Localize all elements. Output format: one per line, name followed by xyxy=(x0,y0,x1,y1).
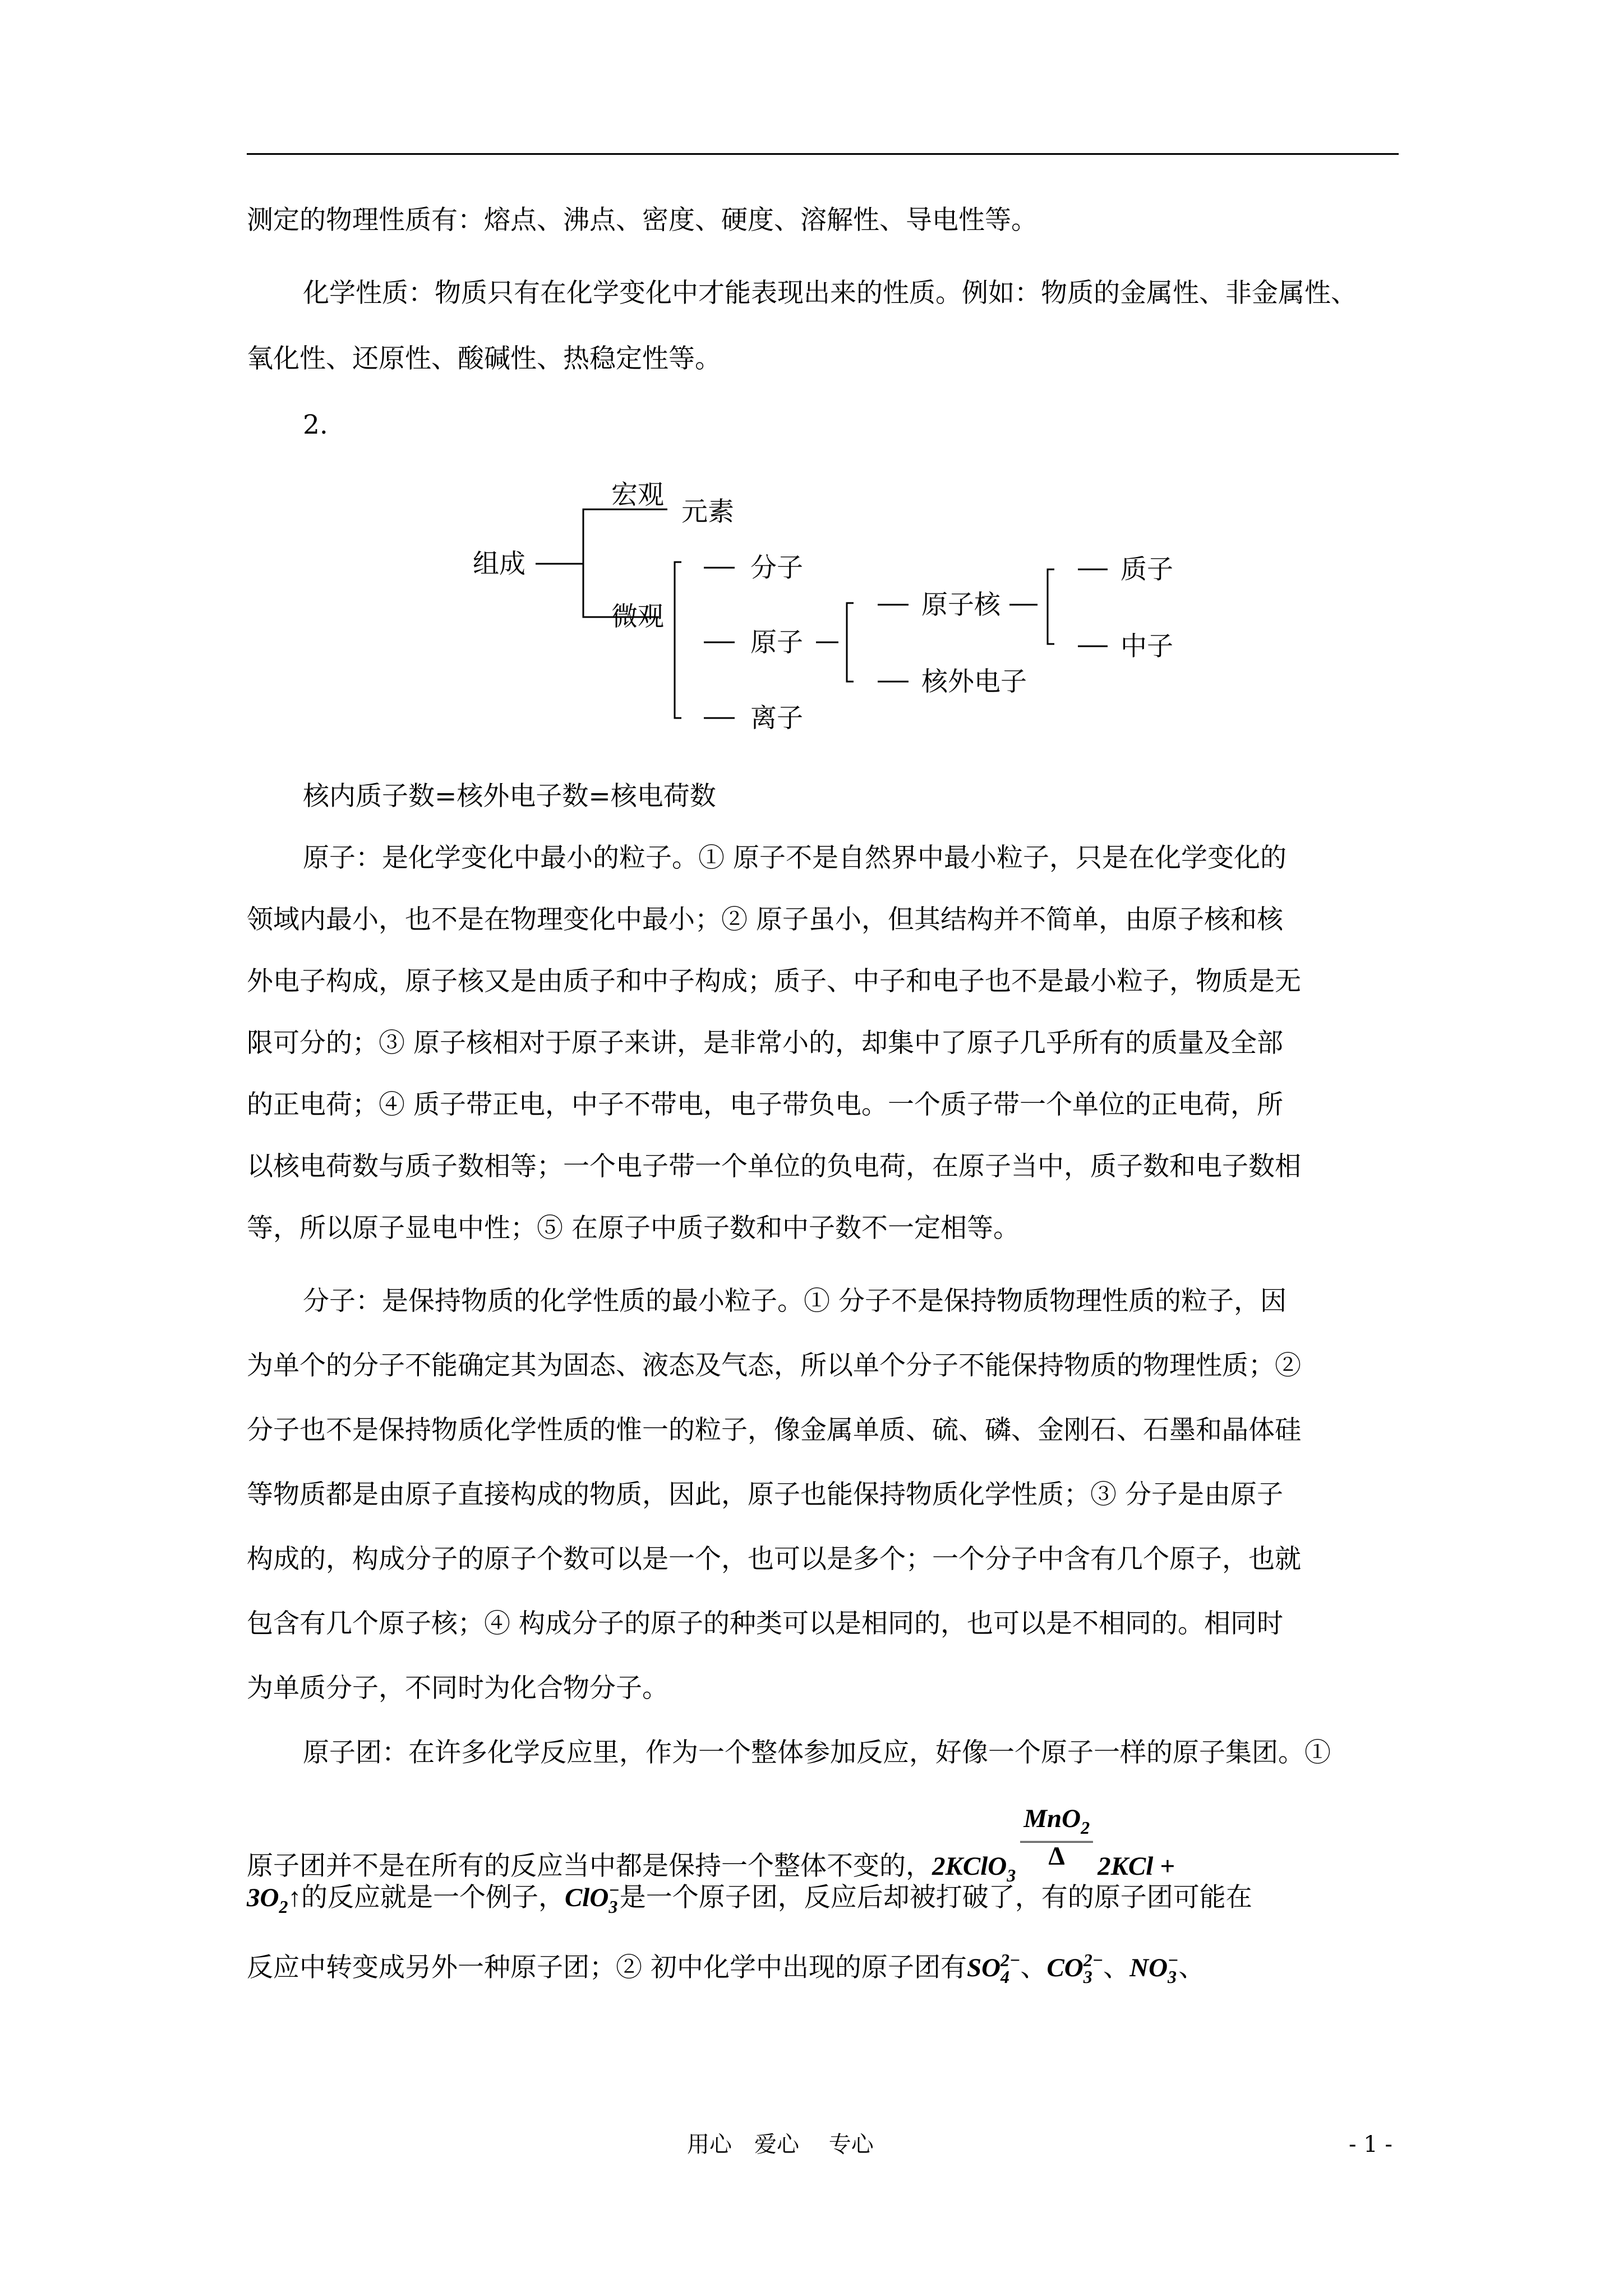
equation-subscript: 3 xyxy=(1007,1865,1016,1885)
equation-product: 2KCl xyxy=(1098,1852,1154,1881)
paragraph-line: 外电子构成，原子核又是由质子和中子构成；质子、中子和电子也不是最小粒子，物质是无 xyxy=(247,966,1301,997)
bracket-atom xyxy=(847,603,854,682)
paragraph-line: 分子：是保持物质的化学性质的最小粒子。① 分子不是保持物质物理性质的粒子，因 xyxy=(303,1286,1287,1317)
paragraph-line: 等，所以原子显电中性；⑤ 在原子中质子数和中子数不一定相等。 xyxy=(247,1213,1020,1244)
paragraph-line: 的正电荷；④ 质子带正电，中子不带电，电子带负电。一个质子带一个单位的正电荷，所 xyxy=(247,1089,1283,1120)
diagram-node-nucleus: 原子核 xyxy=(921,590,1000,620)
carbonate-ion: CO 2− 3 xyxy=(1046,1950,1104,1987)
paragraph-line: 领域内最小，也不是在物理变化中最小；② 原子虽小，但其结构并不简单，由原子核和核 xyxy=(247,904,1283,935)
diagram-node-proton: 质子 xyxy=(1121,554,1173,585)
paragraph-line: 限可分的；③ 原子核相对于原子来讲，是非常小的，却集中了原子几乎所有的质量及全部 xyxy=(247,1028,1283,1059)
equation-reactant: KClO xyxy=(945,1852,1007,1881)
paragraph-text: 原子团并不是在所有的反应当中都是保持一个整体不变的， xyxy=(247,1851,932,1881)
paragraph-line: 等物质都是由原子直接构成的物质，因此，原子也能保持物质化学性质；③ 分子是由原子 xyxy=(247,1479,1283,1510)
diagram-node-molecule: 分子 xyxy=(750,553,803,583)
chemical-equation xyxy=(932,1804,1175,1885)
paragraph-line: 核内质子数=核外电子数=核电荷数 xyxy=(303,781,716,812)
paragraph-line: 测定的物理性质有：熔点、沸点、密度、硬度、溶解性、导电性等。 xyxy=(247,205,1038,236)
header-rule xyxy=(247,153,1399,155)
chlorate-ion: ClO − 3 xyxy=(564,1880,620,1917)
paragraph-line: 为单质分子，不同时为化合物分子。 xyxy=(247,1673,668,1704)
paragraph-line-with-equation xyxy=(247,1805,1175,1892)
paragraph-text: 的反应就是一个例子， xyxy=(301,1882,565,1913)
diagram-node-electron: 核外电子 xyxy=(921,666,1027,697)
paragraph-line: 为单个的分子不能确定其为固态、液态及气态，所以单个分子不能保持物质的物理性质；② xyxy=(247,1350,1301,1381)
paragraph-line: 氧化性、还原性、酸碱性、热稳定性等。 xyxy=(247,343,721,374)
diagram-node-ion: 离子 xyxy=(750,703,803,734)
catalyst-label: MnO$_2$ xyxy=(1020,1805,1093,1843)
heat-symbol: Δ xyxy=(1048,1842,1065,1871)
bracket-particles xyxy=(675,562,681,718)
bracket-macro-micro xyxy=(583,509,592,617)
paragraph-line: 原子：是化学变化中最小的粒子。① 原子不是自然界中最小粒子，只是在化学变化的 xyxy=(303,843,1287,873)
page-number: - 1 - xyxy=(1349,2132,1393,2157)
paragraph-line-with-formula: 反应中转变成另外一种原子团；② 初中化学中出现的原子团有SO 2− 4 、CO 2− 3 、NO − 3 、 xyxy=(247,1950,1205,1987)
diagram-node-micro: 微观 xyxy=(611,601,664,632)
diagram-node-root: 组成 xyxy=(473,549,525,579)
paragraph-line: 包含有几个原子核；④ 构成分子的原子的种类可以是相同的，也可以是不相同的。相同时 xyxy=(247,1608,1283,1639)
diagram-node-macro: 宏观 xyxy=(611,480,664,510)
paragraph-line: 构成的，构成分子的原子个数可以是一个，也可以是多个；一个分子中含有几个原子，也就 xyxy=(247,1544,1301,1575)
bracket-nucleus xyxy=(1048,569,1054,644)
paragraph-line: 原子团：在许多化学反应里，作为一个整体参加反应，好像一个原子一样的原子集团。① xyxy=(303,1737,1331,1768)
paragraph-line: 2. xyxy=(303,409,328,440)
sulfate-ion: SO 2− 4 xyxy=(966,1950,1021,1987)
diagram-node-element: 元素 xyxy=(681,496,734,527)
footer-motto: 用心 爱心 专心 xyxy=(687,2132,874,2157)
equation-coefficient: 2 xyxy=(932,1852,946,1881)
diagram-node-atom: 原子 xyxy=(750,627,803,658)
nitrate-ion: NO − 3 xyxy=(1129,1950,1179,1987)
equation-product-oxygen: $3O_2↑$ xyxy=(247,1883,301,1917)
paragraph-line: 化学性质：物质只有在化学变化中才能表现出来的性质。例如：物质的金属性、非金属性、 xyxy=(303,278,1357,309)
paragraph-line-with-formula xyxy=(247,1881,1252,1924)
paragraph-text: 是一个原子团，反应后却被打破了，有的原子团可能在 xyxy=(619,1882,1252,1913)
gas-arrow-icon: ↑ xyxy=(288,1883,301,1912)
paragraph-line: 以核电荷数与质子数相等；一个电子带一个单位的负电荷，在原子当中，质子数和电子数相 xyxy=(247,1151,1301,1182)
reaction-condition xyxy=(1020,1805,1093,1870)
diagram-node-neutron: 中子 xyxy=(1121,631,1173,662)
plus-sign: + xyxy=(1160,1852,1175,1881)
paragraph-line: 分子也不是保持物质化学性质的惟一的粒子，像金属单质、硫、磷、金刚石、石墨和晶体硅 xyxy=(247,1415,1301,1446)
paragraph-text: 反应中转变成另外一种原子团；② 初中化学中出现的原子团有 xyxy=(247,1952,967,1983)
